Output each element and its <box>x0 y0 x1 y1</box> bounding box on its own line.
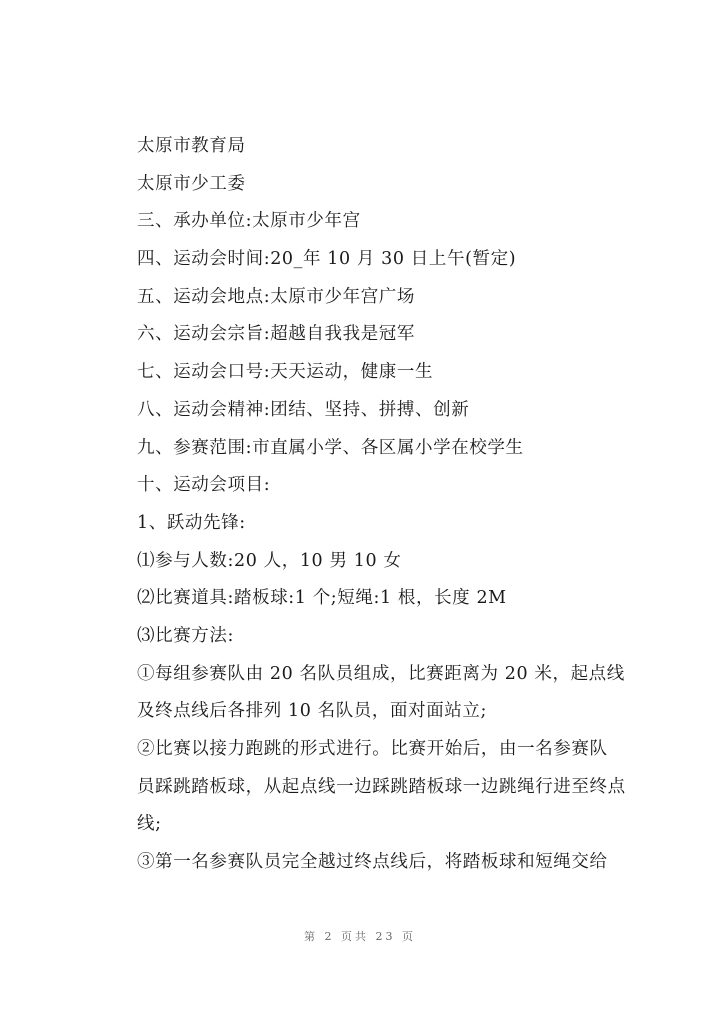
paragraph-line: ①每组参赛队由 20 名队员组成，比赛距离为 20 米，起点线 <box>137 663 625 684</box>
rule-paragraph-1 <box>137 656 637 731</box>
paragraph-line: ③第一名参赛队员完全越过终点线后，将踏板球和短绳交给 <box>137 852 608 873</box>
section-heading-5: 五、运动会地点:太原市少年宫广场 <box>137 286 415 307</box>
sub-item: ⑶比赛方法: <box>137 625 234 646</box>
document-body <box>137 128 637 882</box>
text-line: 太原市教育局 <box>137 136 246 156</box>
rule-paragraph-2 <box>137 731 637 844</box>
section-heading-4: 四、运动会时间:20_年 10 月 30 日上午(暂定) <box>137 249 517 270</box>
section-heading-9: 九、参赛范围:市直属小学、各区属小学在校学生 <box>137 437 524 458</box>
item-heading: 1、跃动先锋: <box>137 512 246 533</box>
section-heading-7: 七、运动会口号:天天运动，健康一生 <box>137 362 434 383</box>
page-number-footer: 第 2 页共 23 页 <box>304 930 416 943</box>
sub-item: ⑴参与人数:20 人，10 男 10 女 <box>137 550 402 571</box>
sub-item: ⑵比赛道具:踏板球:1 个;短绳:1 根，长度 2M <box>137 588 507 609</box>
paragraph-line: 员踩跳踏板球，从起点线一边踩跳踏板球一边跳绳行进至终点 <box>137 776 626 797</box>
paragraph-line: 线; <box>137 814 162 835</box>
paragraph-line: ②比赛以接力跑跳的形式进行。比赛开始后，由一名参赛队 <box>137 739 608 759</box>
section-heading-8: 八、运动会精神:团结、坚持、拼搏、创新 <box>137 399 470 420</box>
rule-paragraph-3 <box>137 844 637 882</box>
section-heading-3: 三、承办单位:太原市少年宫 <box>137 211 361 232</box>
paragraph-line: 及终点线后各排列 10 名队员，面对面站立; <box>137 701 487 722</box>
section-heading-10: 十、运动会项目: <box>137 475 271 496</box>
text-line: 太原市少工委 <box>137 173 246 194</box>
section-heading-6: 六、运动会宗旨:超越自我我是冠军 <box>137 324 415 345</box>
